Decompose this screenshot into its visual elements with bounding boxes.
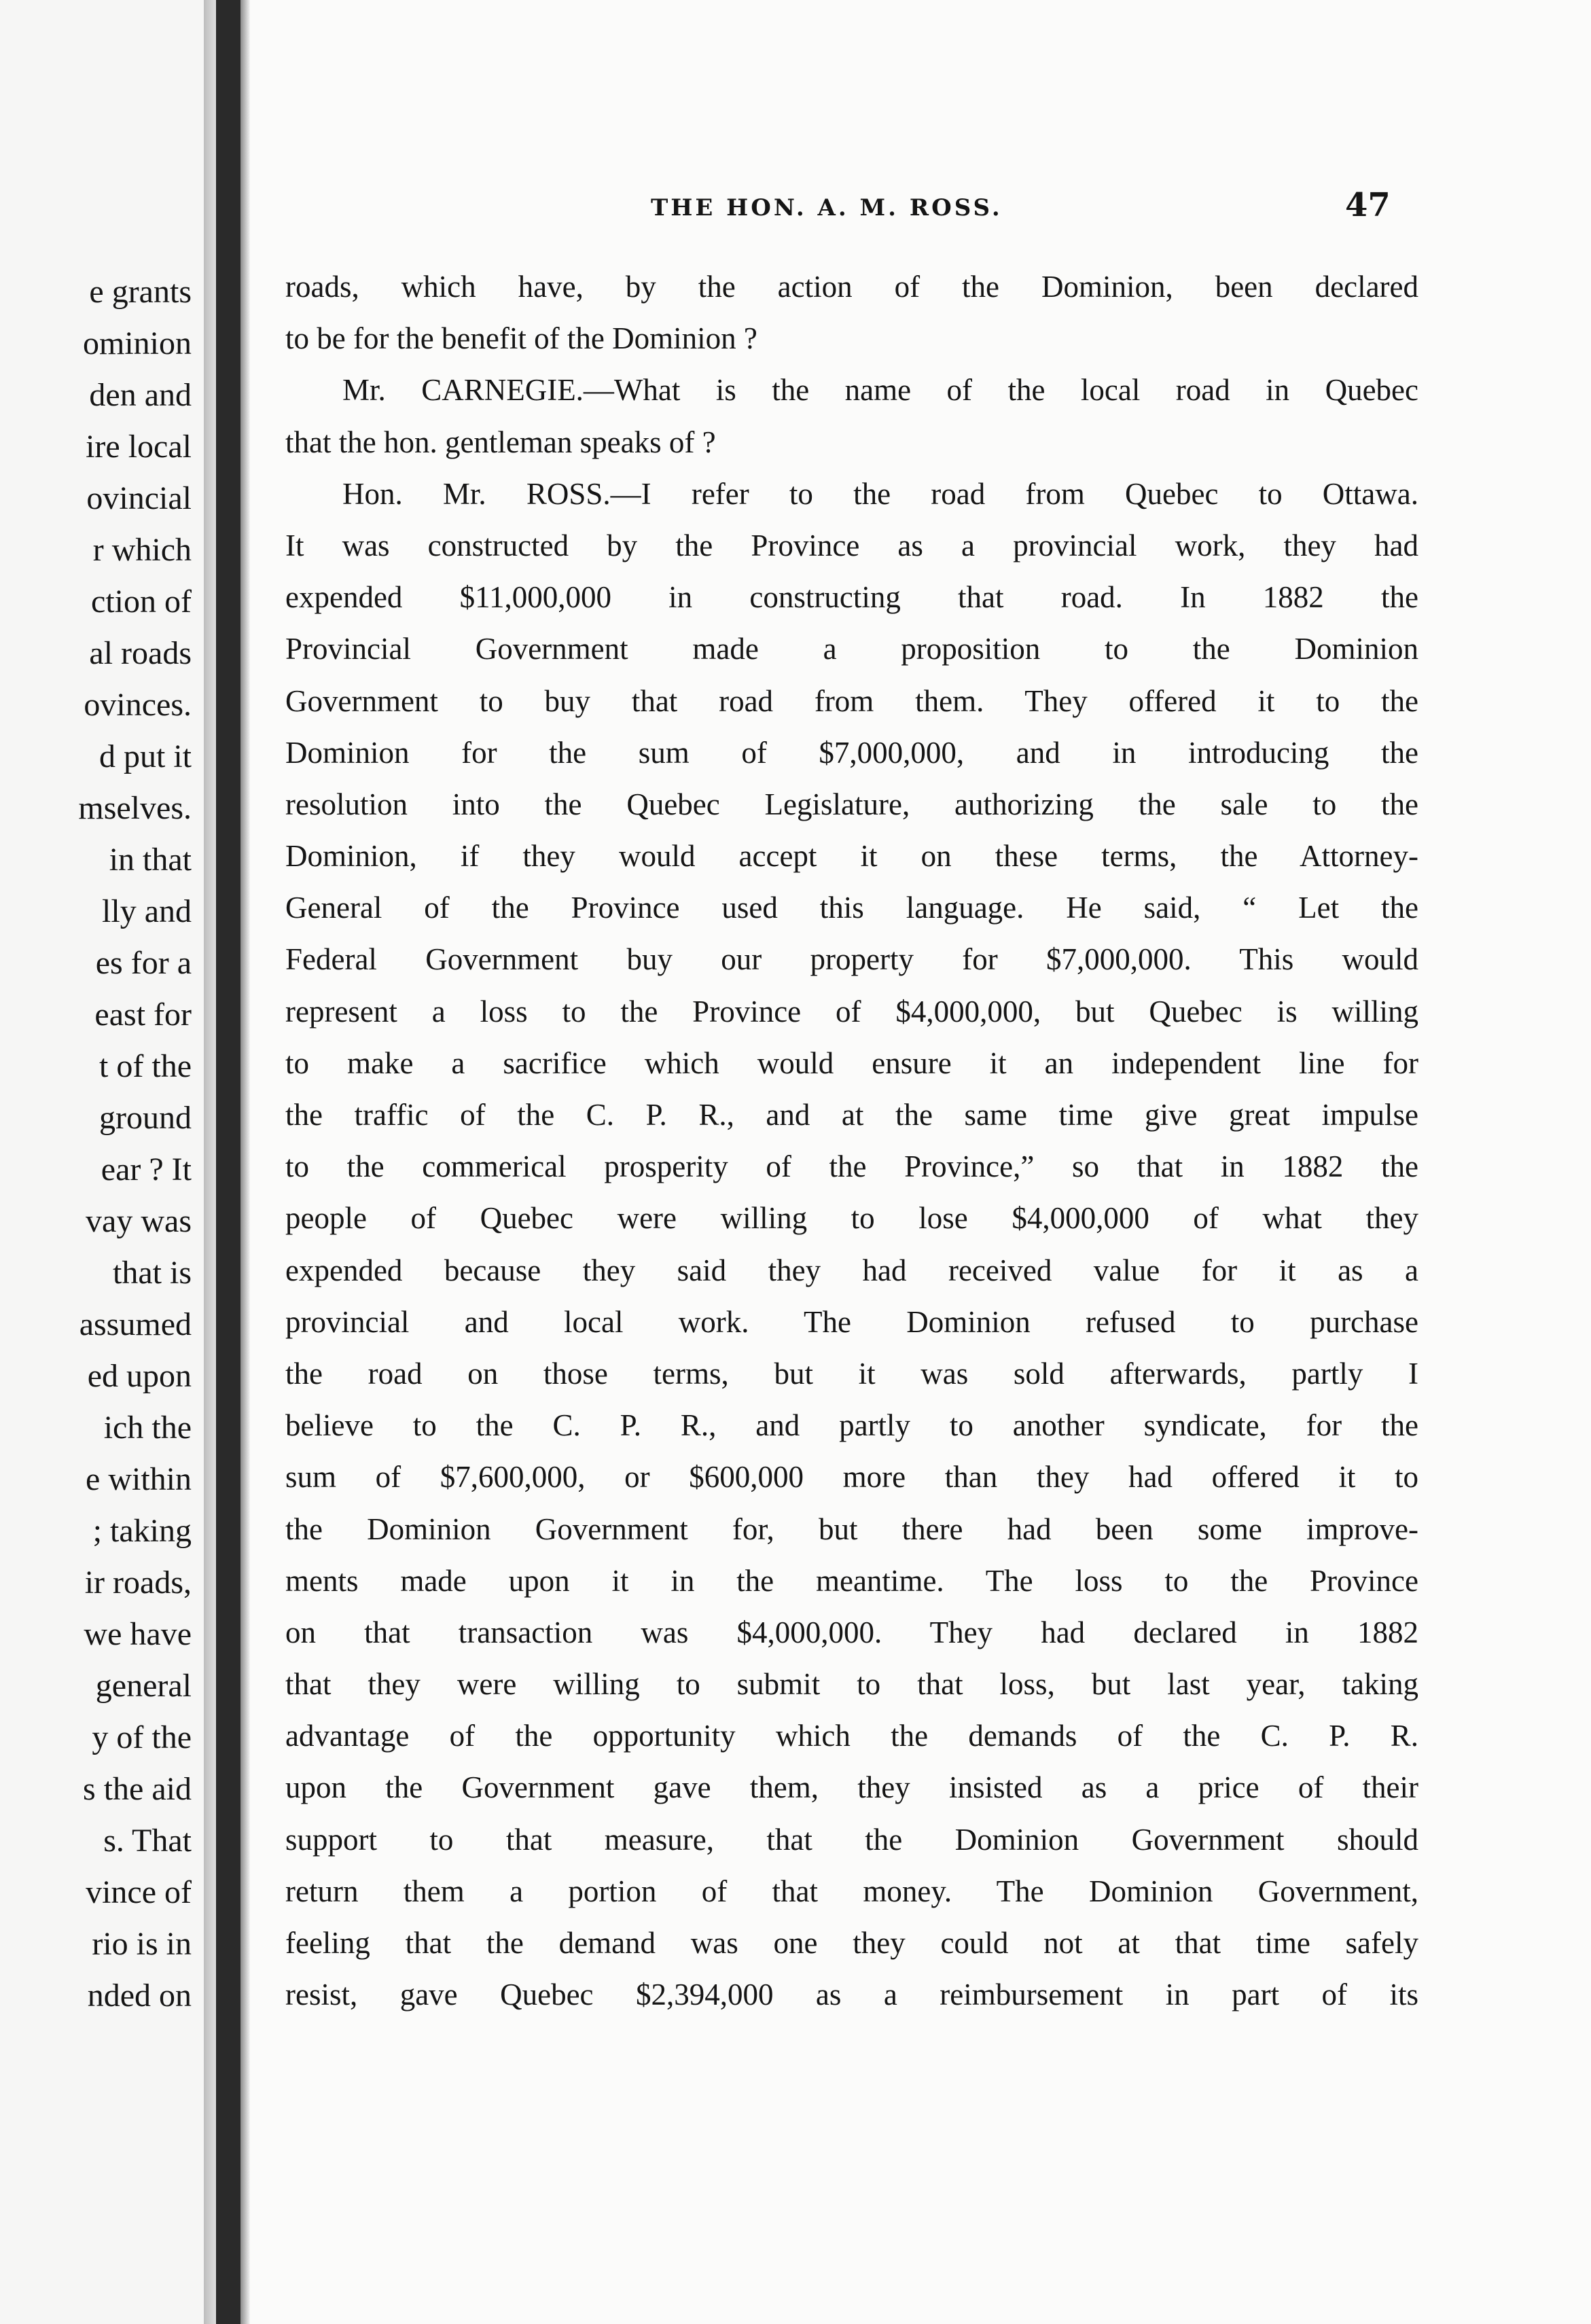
facing-page-text xyxy=(78,266,192,2022)
facing-page-line: vay was xyxy=(86,1203,192,1239)
facing-page-line: s. That xyxy=(103,1823,192,1859)
text-line: Provincial Government made a proposition to the Dominion xyxy=(285,632,1418,666)
text-line: roads, which have, by the action of the Dominion, been declared xyxy=(285,270,1418,304)
facing-page-line: general xyxy=(95,1668,192,1704)
facing-page-line: r which xyxy=(92,532,192,568)
text-line: Dominion, if they would accept it on these terms, the Attorney- xyxy=(285,839,1418,874)
text-line: believe to the C. P. R., and partly to another syndicate, for the xyxy=(285,1408,1418,1443)
facing-page-line: we have xyxy=(84,1616,192,1652)
text-line: It was constructed by the Province as a provincial work, they had xyxy=(285,528,1418,562)
text-line: Dominion for the sum of $7,000,000, and in introducing the xyxy=(285,735,1418,770)
text-line: to the commerical prosperity of the Province,” so that in 1882 the xyxy=(285,1149,1418,1184)
text-line: Mr. CARNEGIE.—What is the name of the local road in Quebec xyxy=(342,373,1418,408)
facing-page-line: y of the xyxy=(92,1719,192,1755)
main-page xyxy=(250,0,1591,2324)
text-line: feeling that the demand was one they could not at that time safely xyxy=(285,1926,1418,1960)
body-text xyxy=(285,261,1418,2020)
text-line: sum of $7,600,000, or $600,000 more than they had offered it to xyxy=(285,1460,1418,1495)
text-line: Government to buy that road from them. They offered it to the xyxy=(285,683,1418,718)
text-line: advantage of the opportunity which the demands of the C. P. R. xyxy=(285,1719,1418,1753)
facing-page-line: mselves. xyxy=(78,790,192,826)
text-line: resist, gave Quebec $2,394,000 as a reimbursement in part of its xyxy=(285,1978,1418,2012)
facing-page-line: rio is in xyxy=(92,1926,192,1962)
facing-page-line: ich the xyxy=(103,1410,192,1446)
text-line: people of Quebec were willing to lose $4,000,000 of what they xyxy=(285,1201,1418,1236)
facing-page-line: d put it xyxy=(99,738,192,774)
text-line: to make a sacrifice which would ensure it an independent line for xyxy=(285,1045,1418,1080)
text-line: the traffic of the C. P. R., and at the same time give great impulse xyxy=(285,1098,1418,1132)
facing-page-line: ir roads, xyxy=(84,1565,192,1601)
facing-page-line: ire local xyxy=(86,429,192,465)
text-line: upon the Government gave them, they insisted as a price of their xyxy=(285,1770,1418,1805)
facing-page-strip xyxy=(0,0,204,2324)
facing-page-line: lly and xyxy=(102,893,192,929)
text-line: on that transaction was $4,000,000. They had declared in 1882 xyxy=(285,1615,1418,1649)
facing-page-line: ; taking xyxy=(92,1513,192,1549)
facing-page-line: s the aid xyxy=(83,1771,192,1807)
text-line: represent a loss to the Province of $4,000,000, but Quebec is willing xyxy=(285,994,1418,1029)
text-line: support to that measure, that the Dominion Government should xyxy=(285,1822,1418,1857)
facing-page-line: in that xyxy=(109,842,192,878)
text-line: provincial and local work. The Dominion refused to purchase xyxy=(285,1304,1418,1339)
facing-page-line: that is xyxy=(113,1255,192,1291)
facing-page-line: e within xyxy=(86,1461,192,1497)
book-spine xyxy=(216,0,240,2324)
text-line: General of the Province used this language. He said, “ Let the xyxy=(285,891,1418,925)
text-line: expended because they said they had received value for it as a xyxy=(285,1253,1418,1287)
facing-page-line: vince of xyxy=(86,1874,192,1910)
text-line: the Dominion Government for, but there had been some improve- xyxy=(285,1512,1418,1546)
facing-page-line: ed upon xyxy=(87,1358,192,1394)
facing-page-line: ground xyxy=(99,1100,192,1136)
facing-page-line: ction of xyxy=(91,584,192,620)
spine-edge xyxy=(240,0,250,2324)
running-head: THE HON. A. M. ROSS. xyxy=(651,194,1003,221)
text-line: the road on those terms, but it was sold afterwards, partly I xyxy=(285,1356,1418,1391)
text-line: resolution into the Quebec Legislature, authorizing the sale to the xyxy=(285,787,1418,821)
page-number: 47 xyxy=(1345,186,1391,224)
text-line: return them a portion of that money. The Dominion Government, xyxy=(285,1874,1418,1908)
text-line: ments made upon it in the meantime. The loss to the Province xyxy=(285,1563,1418,1598)
facing-page-line: t of the xyxy=(99,1048,192,1084)
text-line: Federal Government buy our property for $7,000,000. This would xyxy=(285,942,1418,977)
facing-page-line: nded on xyxy=(87,1978,192,2014)
facing-page-line: ear ? It xyxy=(101,1151,192,1187)
facing-page-line: east for xyxy=(94,997,192,1033)
text-line: that the hon. gentleman speaks of ? xyxy=(285,425,716,459)
text-line: that they were willing to submit to that loss, but last year, taking xyxy=(285,1667,1418,1702)
facing-page-line: ovinces. xyxy=(84,687,192,723)
text-line: expended $11,000,000 in constructing that road. In 1882 the xyxy=(285,580,1418,615)
text-line: to be for the benefit of the Dominion ? xyxy=(285,321,757,356)
facing-page-line: al roads xyxy=(89,635,192,671)
text-line: Hon. Mr. ROSS.—I refer to the road from Quebec to Ottawa. xyxy=(342,476,1418,511)
facing-page-line: assumed xyxy=(79,1306,192,1342)
facing-page-line: es for a xyxy=(95,945,192,981)
facing-page-line: e grants xyxy=(89,274,192,310)
facing-page-line: ominion xyxy=(82,325,192,361)
facing-page-line: den and xyxy=(89,377,192,413)
facing-page-line: ovincial xyxy=(86,480,192,516)
